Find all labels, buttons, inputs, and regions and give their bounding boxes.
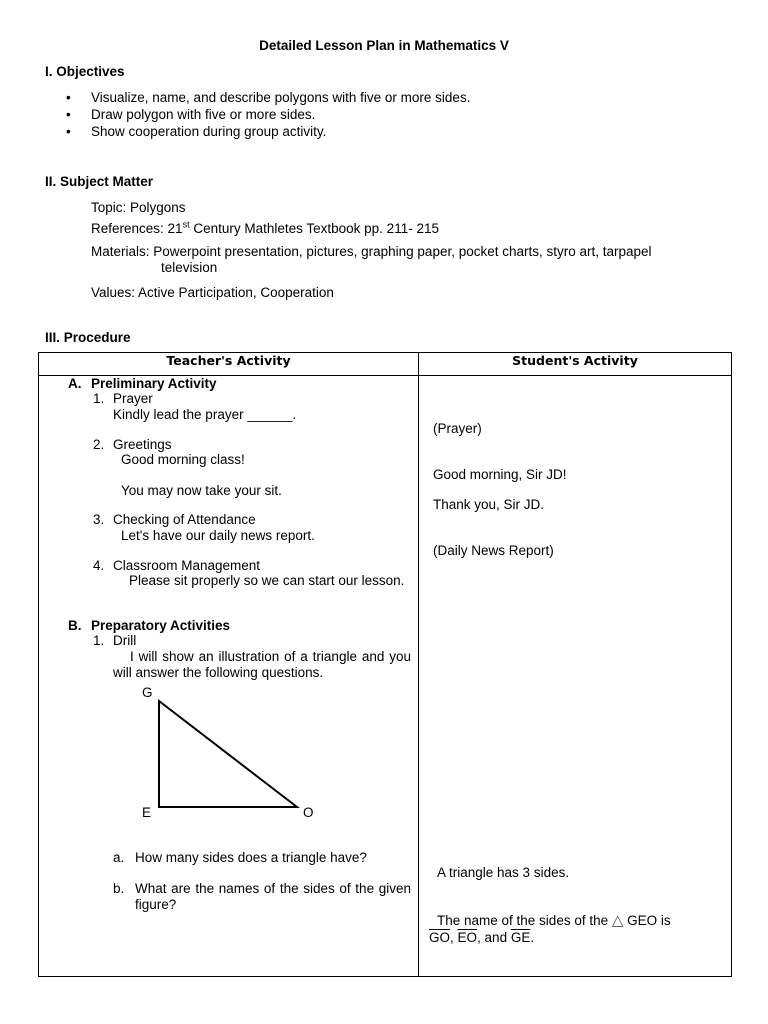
item-number: 4. xyxy=(93,558,105,573)
student-response-thanks: Thank you, Sir JD. xyxy=(433,497,545,512)
vertex-o-label: O xyxy=(303,805,314,820)
section-b-label: B. xyxy=(68,618,82,633)
document-title: Detailed Lesson Plan in Mathematics V xyxy=(259,38,509,53)
materials-line: Materials: Powerpoint presentation, pictures, graphing paper, pocket charts, styro art, tarpapel xyxy=(91,244,652,259)
student-activity-header: Student's Activity xyxy=(419,353,732,376)
drill-text: I will show an illustration of a triangle and you will answer the following questions. xyxy=(113,649,411,680)
vertex-e-label: E xyxy=(142,805,152,820)
question-b: What are the names of the sides of the given figure? xyxy=(135,881,411,912)
triangle-geo-diagram xyxy=(154,696,304,814)
segment-eo: $\overline{EO}$ xyxy=(457,930,478,945)
segment-go: $\overline{GO}$ xyxy=(429,930,451,945)
teacher-activity-cell xyxy=(39,376,418,976)
vertex-g-label: G xyxy=(142,685,153,700)
objective-item: Draw polygon with five or more sides. xyxy=(91,107,316,122)
student-activity-cell xyxy=(419,376,731,976)
materials-line-cont: television xyxy=(161,260,218,275)
section-a-title: Preliminary Activity xyxy=(91,376,217,391)
objective-item: Visualize, name, and describe polygons with five or more sides. xyxy=(91,90,471,105)
bullet-icon: • xyxy=(66,124,71,139)
bullet-icon: • xyxy=(66,90,71,105)
references-line: References: 21st Century Mathletes Textbook pp. 211- 215 xyxy=(91,219,439,236)
attendance-title: Checking of Attendance xyxy=(113,512,256,527)
prayer-title: Prayer xyxy=(113,391,153,406)
question-label: b. xyxy=(113,881,125,896)
student-response-news: (Daily News Report) xyxy=(433,543,554,558)
section-a-label: A. xyxy=(68,376,82,391)
student-response-side-names: The name of the sides of the △ GEO is xyxy=(437,911,671,929)
item-number: 1. xyxy=(93,633,105,648)
drill-title: Drill xyxy=(113,633,137,648)
objective-item: Show cooperation during group activity. xyxy=(91,124,327,139)
greetings-text: Good morning class! xyxy=(121,452,245,467)
bullet-icon: • xyxy=(66,107,71,122)
student-response-sides-count: A triangle has 3 sides. xyxy=(437,865,570,880)
greetings-title: Greetings xyxy=(113,437,172,452)
triangle-symbol-icon: △ xyxy=(611,911,624,929)
item-number: 1. xyxy=(93,391,105,406)
values-line: Values: Active Participation, Cooperation xyxy=(91,285,334,300)
teacher-activity-header: Teacher's Activity xyxy=(39,353,419,376)
student-response-greeting: Good morning, Sir JD! xyxy=(433,467,567,482)
procedure-table xyxy=(38,352,732,977)
question-label: a. xyxy=(113,850,125,865)
item-number: 2. xyxy=(93,437,105,452)
greetings-text-2: You may now take your sit. xyxy=(121,483,282,498)
classroom-management-text: Please sit properly so we can start our lesson. xyxy=(129,573,405,588)
attendance-text: Let's have our daily news report. xyxy=(121,528,315,543)
section-b-title: Preparatory Activities xyxy=(91,618,231,633)
prayer-text: Kindly lead the prayer ______. xyxy=(113,407,297,422)
objectives-heading: I. Objectives xyxy=(45,64,125,79)
item-number: 3. xyxy=(93,512,105,527)
student-response-segments: $\overline{GO}$, $\overline{EO}$, and $\overline{GE}$. xyxy=(429,930,535,945)
subject-matter-heading: II. Subject Matter xyxy=(45,174,154,189)
question-a: How many sides does a triangle have? xyxy=(135,850,367,865)
triangle-shape xyxy=(159,701,297,807)
student-response-prayer: (Prayer) xyxy=(433,421,482,436)
procedure-heading: III. Procedure xyxy=(45,330,131,345)
segment-ge: $\overline{GE}$ xyxy=(510,930,531,945)
classroom-management-title: Classroom Management xyxy=(113,558,261,573)
topic-line: Topic: Polygons xyxy=(91,200,186,215)
